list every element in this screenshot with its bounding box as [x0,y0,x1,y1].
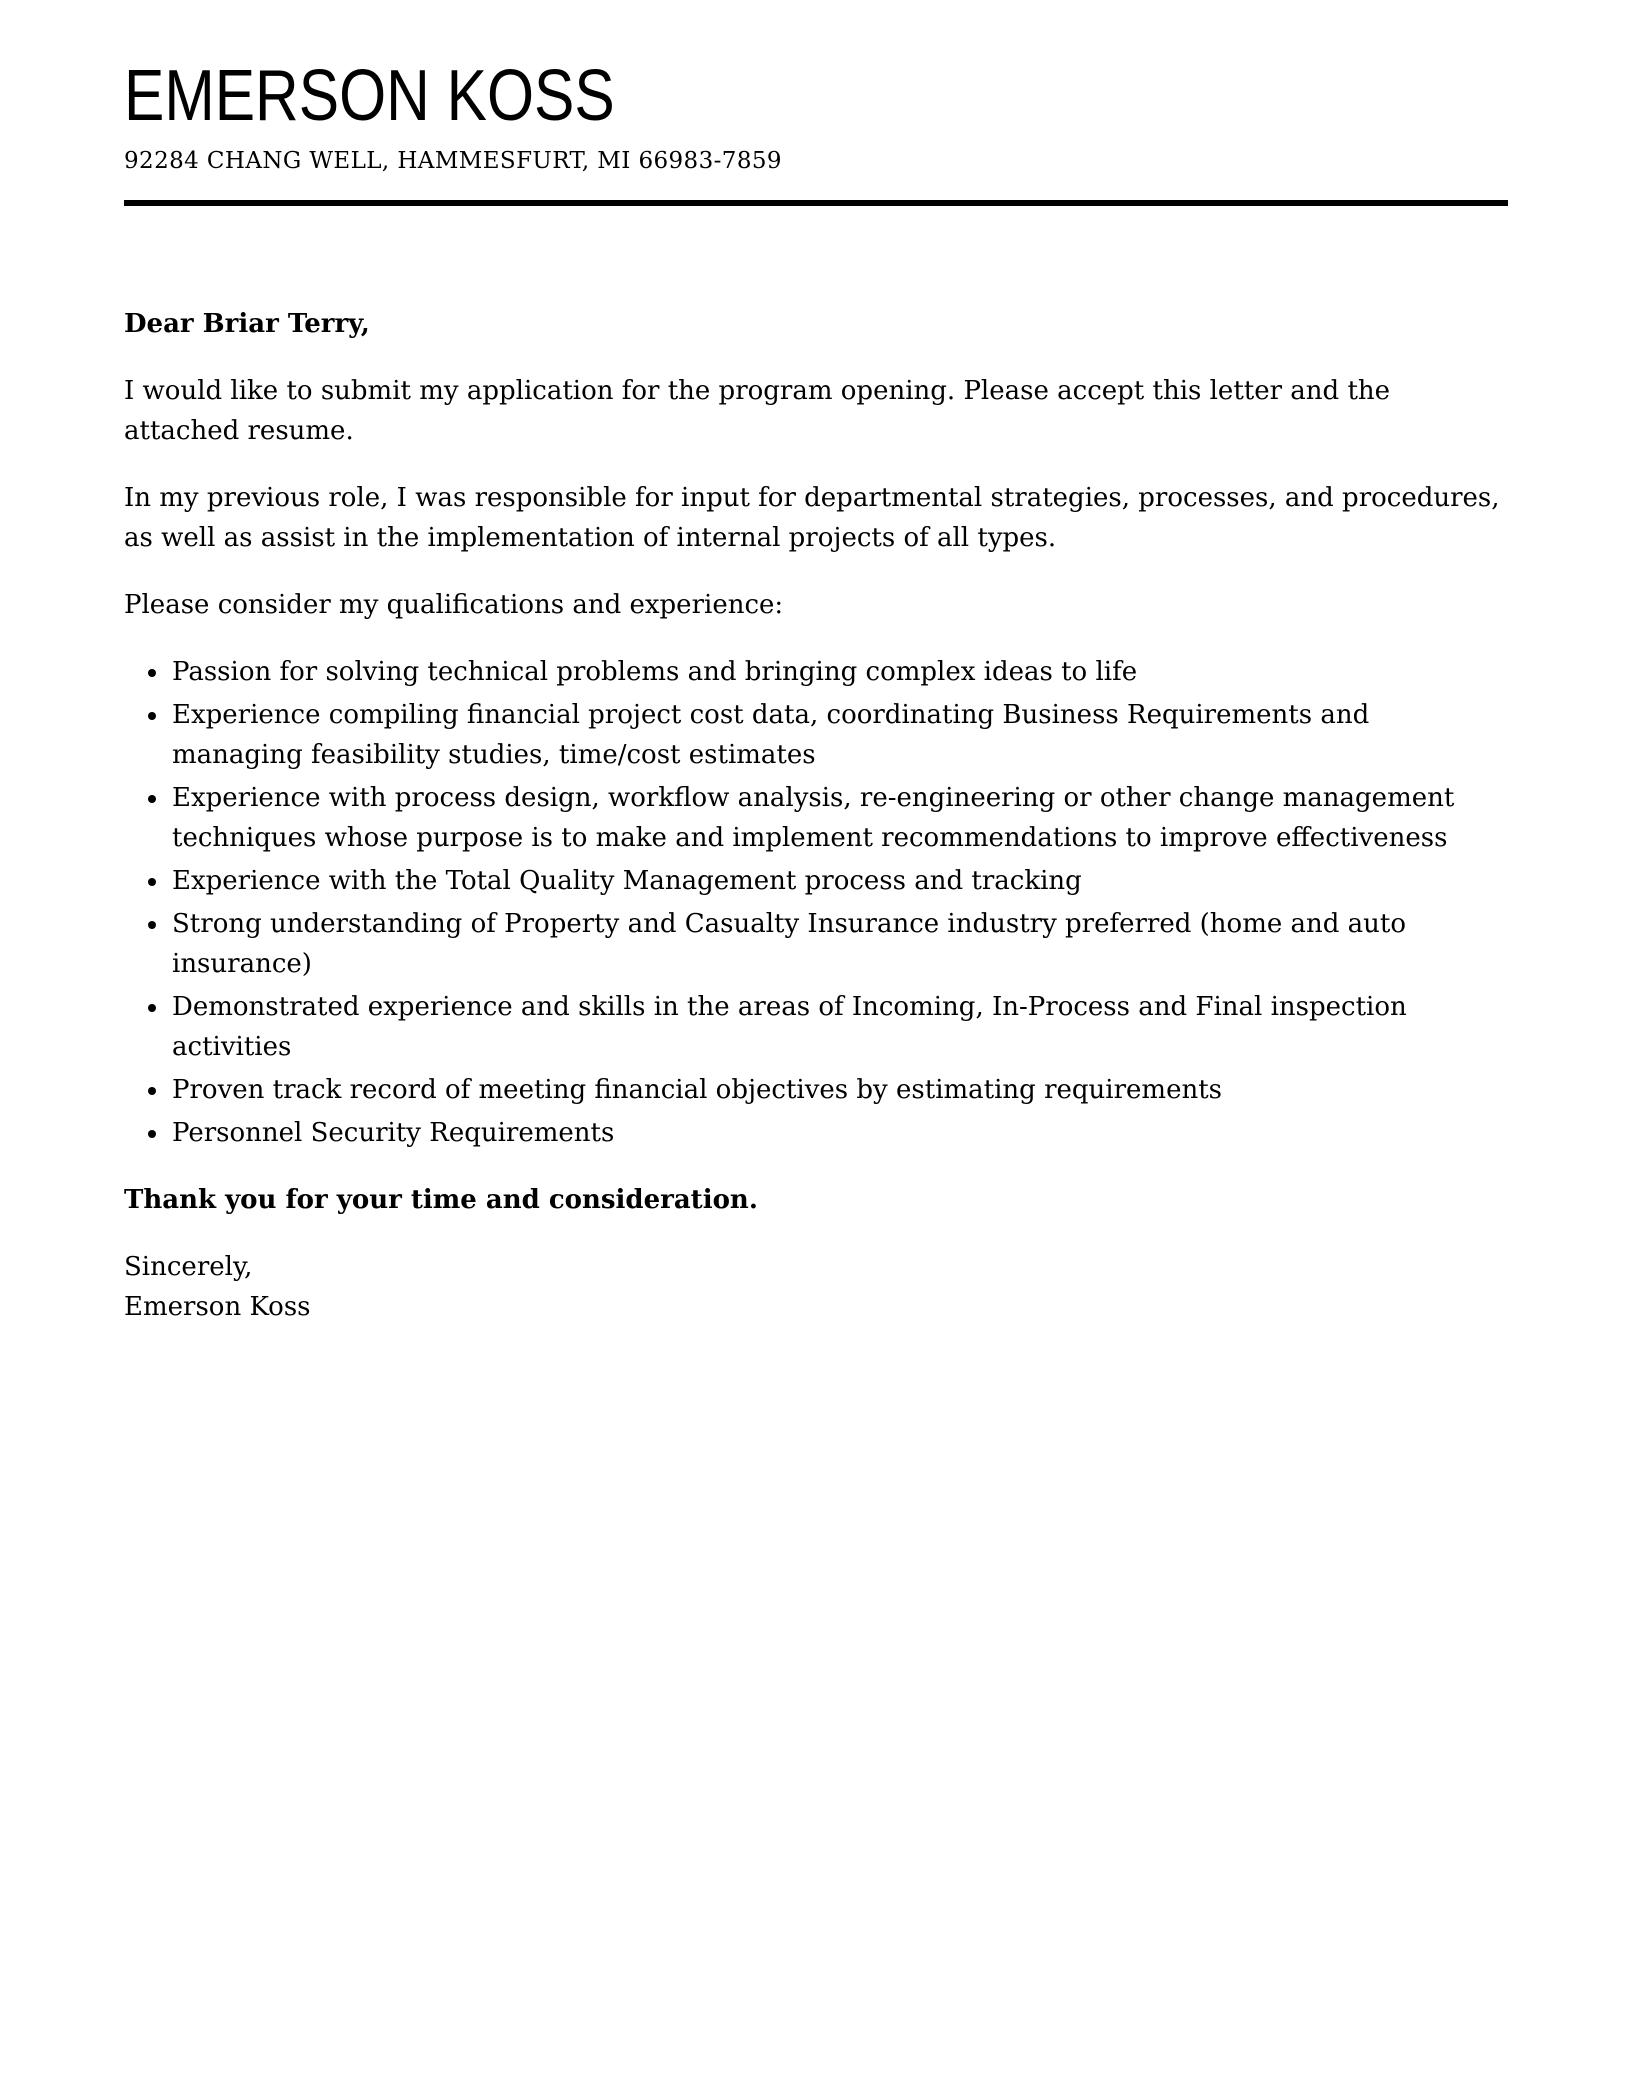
letter-header [124,58,1508,206]
letter-body [124,304,1508,1327]
header-divider-rule [124,200,1508,206]
qualifications-list [124,652,1508,1153]
qualification-item: • Proven track record of meeting financial objectives by estimating requirements [170,1070,1508,1110]
applicant-name: EMERSON KOSS [124,56,615,136]
paragraph-qualifications-lead-in: Please consider my qualifications and experience: [124,589,784,620]
paragraph-intro: I would like to submit my application for the program opening. Please accept this letter and the attached resume. [124,375,1391,446]
signoff-block [124,1247,1508,1327]
signature-name: Emerson Koss [124,1291,311,1322]
qualification-item: • Experience with the Total Quality Management process and tracking [170,861,1508,901]
paragraph-previous-role: In my previous role, I was responsible for input for departmental strategies, processes, and procedures, as well as assist in the implementation of internal projects of all types. [124,482,1500,553]
qualification-item: • Passion for solving technical problems and bringing complex ideas to life [170,652,1508,692]
qualification-item: • Experience compiling financial project cost data, coordinating Business Requirements and managing feasibility studies, time/cost estimates [170,695,1508,775]
applicant-address: 92284 CHANG WELL, HAMMESFURT, MI 66983-7859 [124,147,782,174]
qualification-item: • Personnel Security Requirements [170,1113,1508,1153]
qualification-item: • Demonstrated experience and skills in the areas of Incoming, In-Process and Final inspection activities [170,987,1508,1067]
signoff: Sincerely, [124,1251,253,1282]
closing-thanks: Thank you for your time and consideration. [124,1184,758,1215]
qualification-item: • Experience with process design, workflow analysis, re-engineering or other change management techniques whose purpose is to make and implement recommendations to improve effectiveness [170,778,1508,858]
salutation: Dear Briar Terry, [124,308,370,339]
qualification-item: • Strong understanding of Property and Casualty Insurance industry preferred (home and auto insurance) [170,904,1508,984]
